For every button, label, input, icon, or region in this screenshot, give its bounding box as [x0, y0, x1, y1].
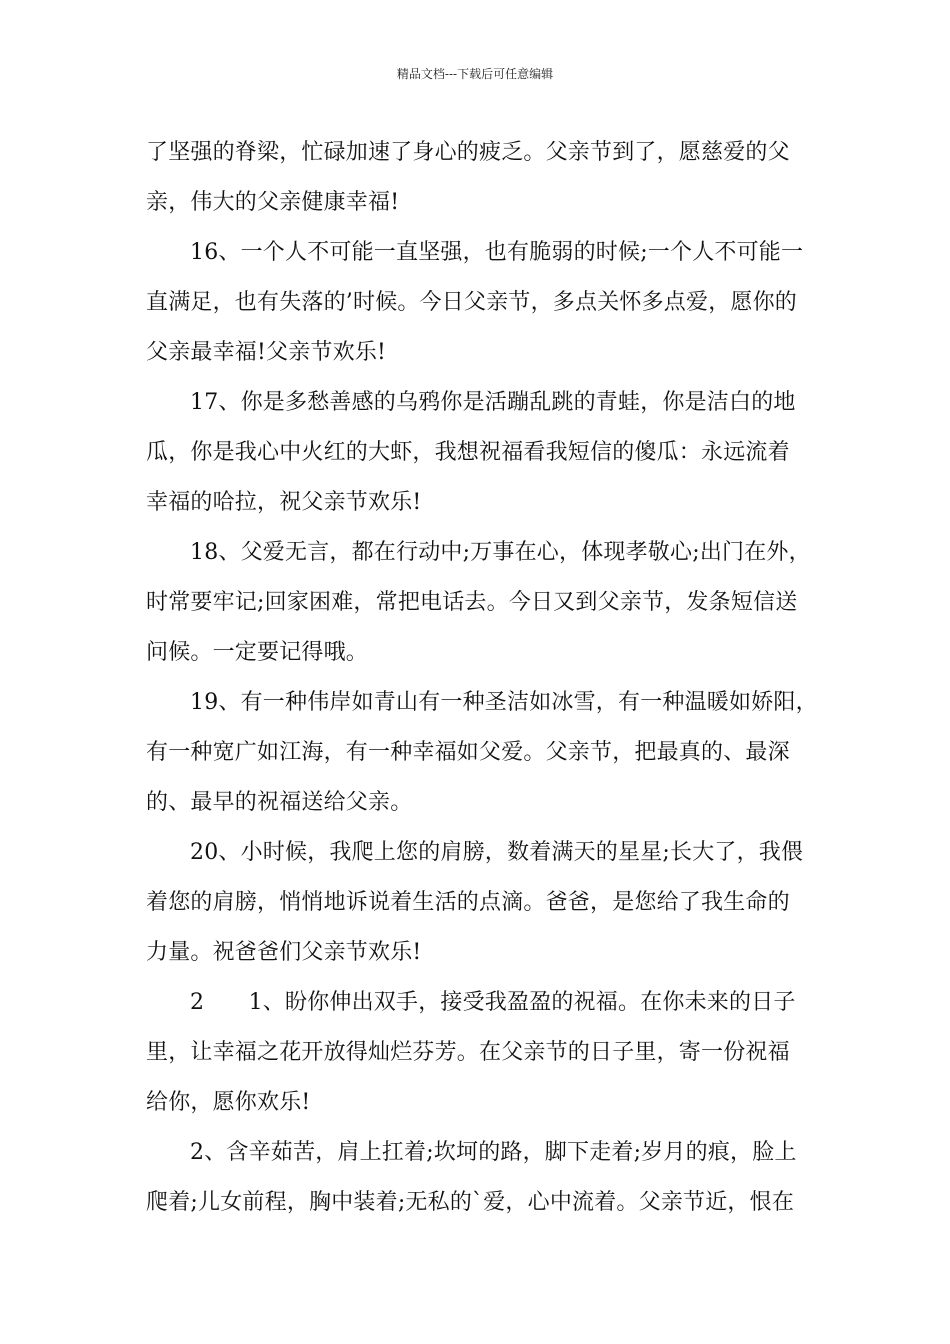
text-line: 有一种宽广如江海，有一种幸福如父爱。父亲节，把最真的、最深 [146, 740, 790, 765]
paragraph-start-line: 19、有一种伟岸如青山有一种圣洁如冰雪，有一种温暖如娇阳， [190, 690, 818, 715]
text-line: 父亲最幸福!父亲节欢乐! [146, 340, 387, 365]
paragraph-start-line: 17、你是多愁善感的乌鸦你是活蹦乱跳的青蛙，你是洁白的地 [190, 390, 796, 415]
text-line: 幸福的哈拉，祝父亲节欢乐! [146, 490, 422, 515]
paragraph-start-line: 2 1、盼你伸出双手，接受我盈盈的祝福。在你未来的日子 [190, 990, 796, 1015]
paragraph-start-line: 16、一个人不可能一直坚强，也有脆弱的时候;一个人不可能一 [190, 240, 804, 265]
text-line: 瓜，你是我心中火红的大虾，我想祝福看我短信的傻瓜：永远流着 [146, 440, 790, 465]
text-line: 时常要牢记;回家困难，常把电话去。今日又到父亲节，发条短信送 [146, 590, 798, 615]
text-line: 的、最早的祝福送给父亲。 [146, 790, 413, 815]
paragraph-start-line: 18、父爱无言，都在行动中;万事在心，体现孝敬心;出门在外， [190, 540, 811, 565]
text-line: 问候。一定要记得哦。 [146, 640, 369, 665]
text-line: 直满足，也有失落的’时候。今日父亲节，多点关怀多点爱，愿你的 [146, 290, 797, 315]
text-line: 爬着;儿女前程，胸中装着;无私的`爱，心中流着。父亲节近，恨在 [146, 1190, 795, 1215]
paragraph-start-line: 2、含辛茹苦，肩上扛着;坎坷的路，脚下走着;岁月的痕，脸上 [190, 1140, 797, 1165]
document-body [146, 128, 836, 1228]
text-line: 力量。祝爸爸们父亲节欢乐! [146, 940, 422, 965]
page-header: 精品文档---下载后可任意编辑 [396, 67, 554, 81]
text-line: 着您的肩膀，悄悄地诉说着生活的点滴。爸爸，是您给了我生命的 [146, 890, 790, 915]
paragraph-start-line: 20、小时候，我爬上您的肩膀，数着满天的星星;长大了，我偎 [190, 840, 804, 865]
text-line: 亲，伟大的父亲健康幸福! [146, 190, 400, 215]
text-line: 了坚强的脊梁，忙碌加速了身心的疲乏。父亲节到了，愿慈爱的父 [146, 140, 790, 165]
text-line: 里，让幸福之花开放得灿烂芬芳。在父亲节的日子里，寄一份祝福 [146, 1040, 790, 1065]
text-line: 给你，愿你欢乐! [146, 1090, 311, 1115]
